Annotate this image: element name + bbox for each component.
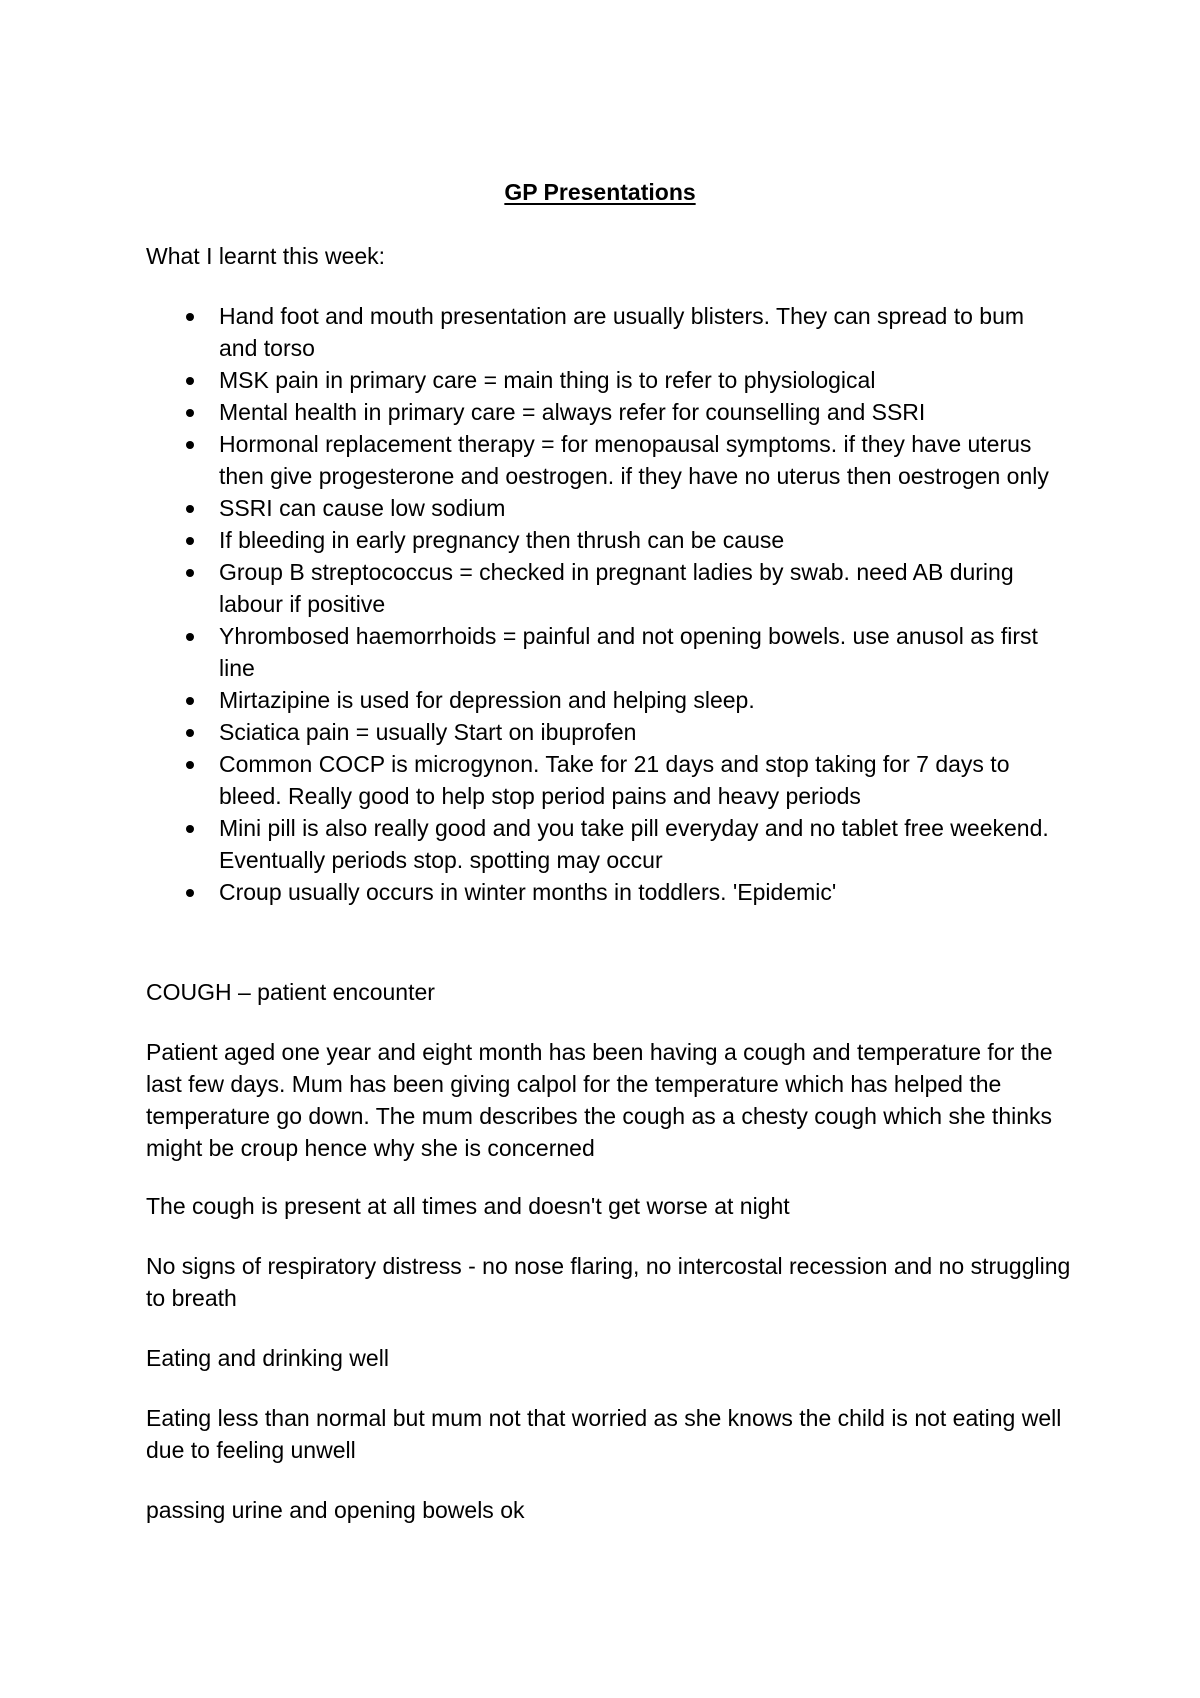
list-item bbox=[146, 620, 1066, 684]
list-item bbox=[146, 396, 1066, 428]
paragraph: Eating less than normal but mum not that worried as she knows the child is not eating well due to feeling unwell bbox=[146, 1405, 1062, 1463]
bullet-icon bbox=[186, 313, 194, 321]
list-item-text: Hormonal replacement therapy = for menopausal symptoms. if they have uterus then give progesterone and oestrogen. if they have no uterus then oestrogen only bbox=[219, 431, 1049, 489]
list-item bbox=[146, 812, 1066, 876]
bullet-icon bbox=[186, 729, 194, 737]
list-item-text: Croup usually occurs in winter months in toddlers. 'Epidemic' bbox=[219, 879, 837, 905]
paragraph: The cough is present at all times and doesn't get worse at night bbox=[146, 1193, 790, 1219]
section-heading: COUGH – patient encounter bbox=[146, 979, 435, 1005]
list-item bbox=[146, 748, 1066, 812]
list-item-text: Group B streptococcus = checked in pregnant ladies by swab. need AB during labour if positive bbox=[219, 559, 1014, 617]
paragraph: Patient aged one year and eight month has been having a cough and temperature for the last few days. Mum has been giving calpol for the temperature which has helped the temperature go down. The mum describes the cough as a chesty cough which she thinks might be croup hence why she is concerned bbox=[146, 1039, 1053, 1161]
list-item-text: Mental health in primary care = always refer for counselling and SSRI bbox=[219, 399, 926, 425]
bullet-icon bbox=[186, 377, 194, 385]
list-item bbox=[146, 876, 1066, 908]
list-item-text: Mini pill is also really good and you take pill everyday and no tablet free weekend. Eventually periods stop. spotting may occur bbox=[219, 815, 1049, 873]
intro-line: What I learnt this week: bbox=[146, 243, 386, 269]
list-item bbox=[146, 428, 1066, 492]
paragraph: No signs of respiratory distress - no nose flaring, no intercostal recession and no struggling to breath bbox=[146, 1253, 1071, 1311]
bullet-icon bbox=[186, 569, 194, 577]
list-item-text: If bleeding in early pregnancy then thrush can be cause bbox=[219, 527, 785, 553]
paragraph: Eating and drinking well bbox=[146, 1345, 389, 1371]
bullet-icon bbox=[186, 409, 194, 417]
list-item-text: Yhrombosed haemorrhoids = painful and not opening bowels. use anusol as first line bbox=[219, 623, 1038, 681]
list-item bbox=[146, 716, 1066, 748]
bullet-icon bbox=[186, 441, 194, 449]
bullet-icon bbox=[186, 825, 194, 833]
list-item-text: Common COCP is microgynon. Take for 21 days and stop taking for 7 days to bleed. Really good to help stop period pains and heavy periods bbox=[219, 751, 1010, 809]
list-item bbox=[146, 300, 1066, 364]
list-item-text: Sciatica pain = usually Start on ibuprofen bbox=[219, 719, 637, 745]
list-item bbox=[146, 556, 1066, 620]
bullet-icon bbox=[186, 761, 194, 769]
bullet-icon bbox=[186, 537, 194, 545]
list-item-text: MSK pain in primary care = main thing is to refer to physiological bbox=[219, 367, 876, 393]
paragraph: passing urine and opening bowels ok bbox=[146, 1497, 525, 1523]
list-item bbox=[146, 492, 1066, 524]
list-item bbox=[146, 684, 1066, 716]
list-item-text: Mirtazipine is used for depression and helping sleep. bbox=[219, 687, 755, 713]
bullet-list bbox=[146, 300, 1066, 908]
list-item bbox=[146, 364, 1066, 396]
page-title: GP Presentations bbox=[504, 179, 696, 205]
bullet-icon bbox=[186, 889, 194, 897]
bullet-icon bbox=[186, 633, 194, 641]
list-item-text: Hand foot and mouth presentation are usually blisters. They can spread to bum and torso bbox=[219, 303, 1025, 361]
list-item-text: SSRI can cause low sodium bbox=[219, 495, 506, 521]
list-item bbox=[146, 524, 1066, 556]
bullet-icon bbox=[186, 505, 194, 513]
bullet-icon bbox=[186, 697, 194, 705]
